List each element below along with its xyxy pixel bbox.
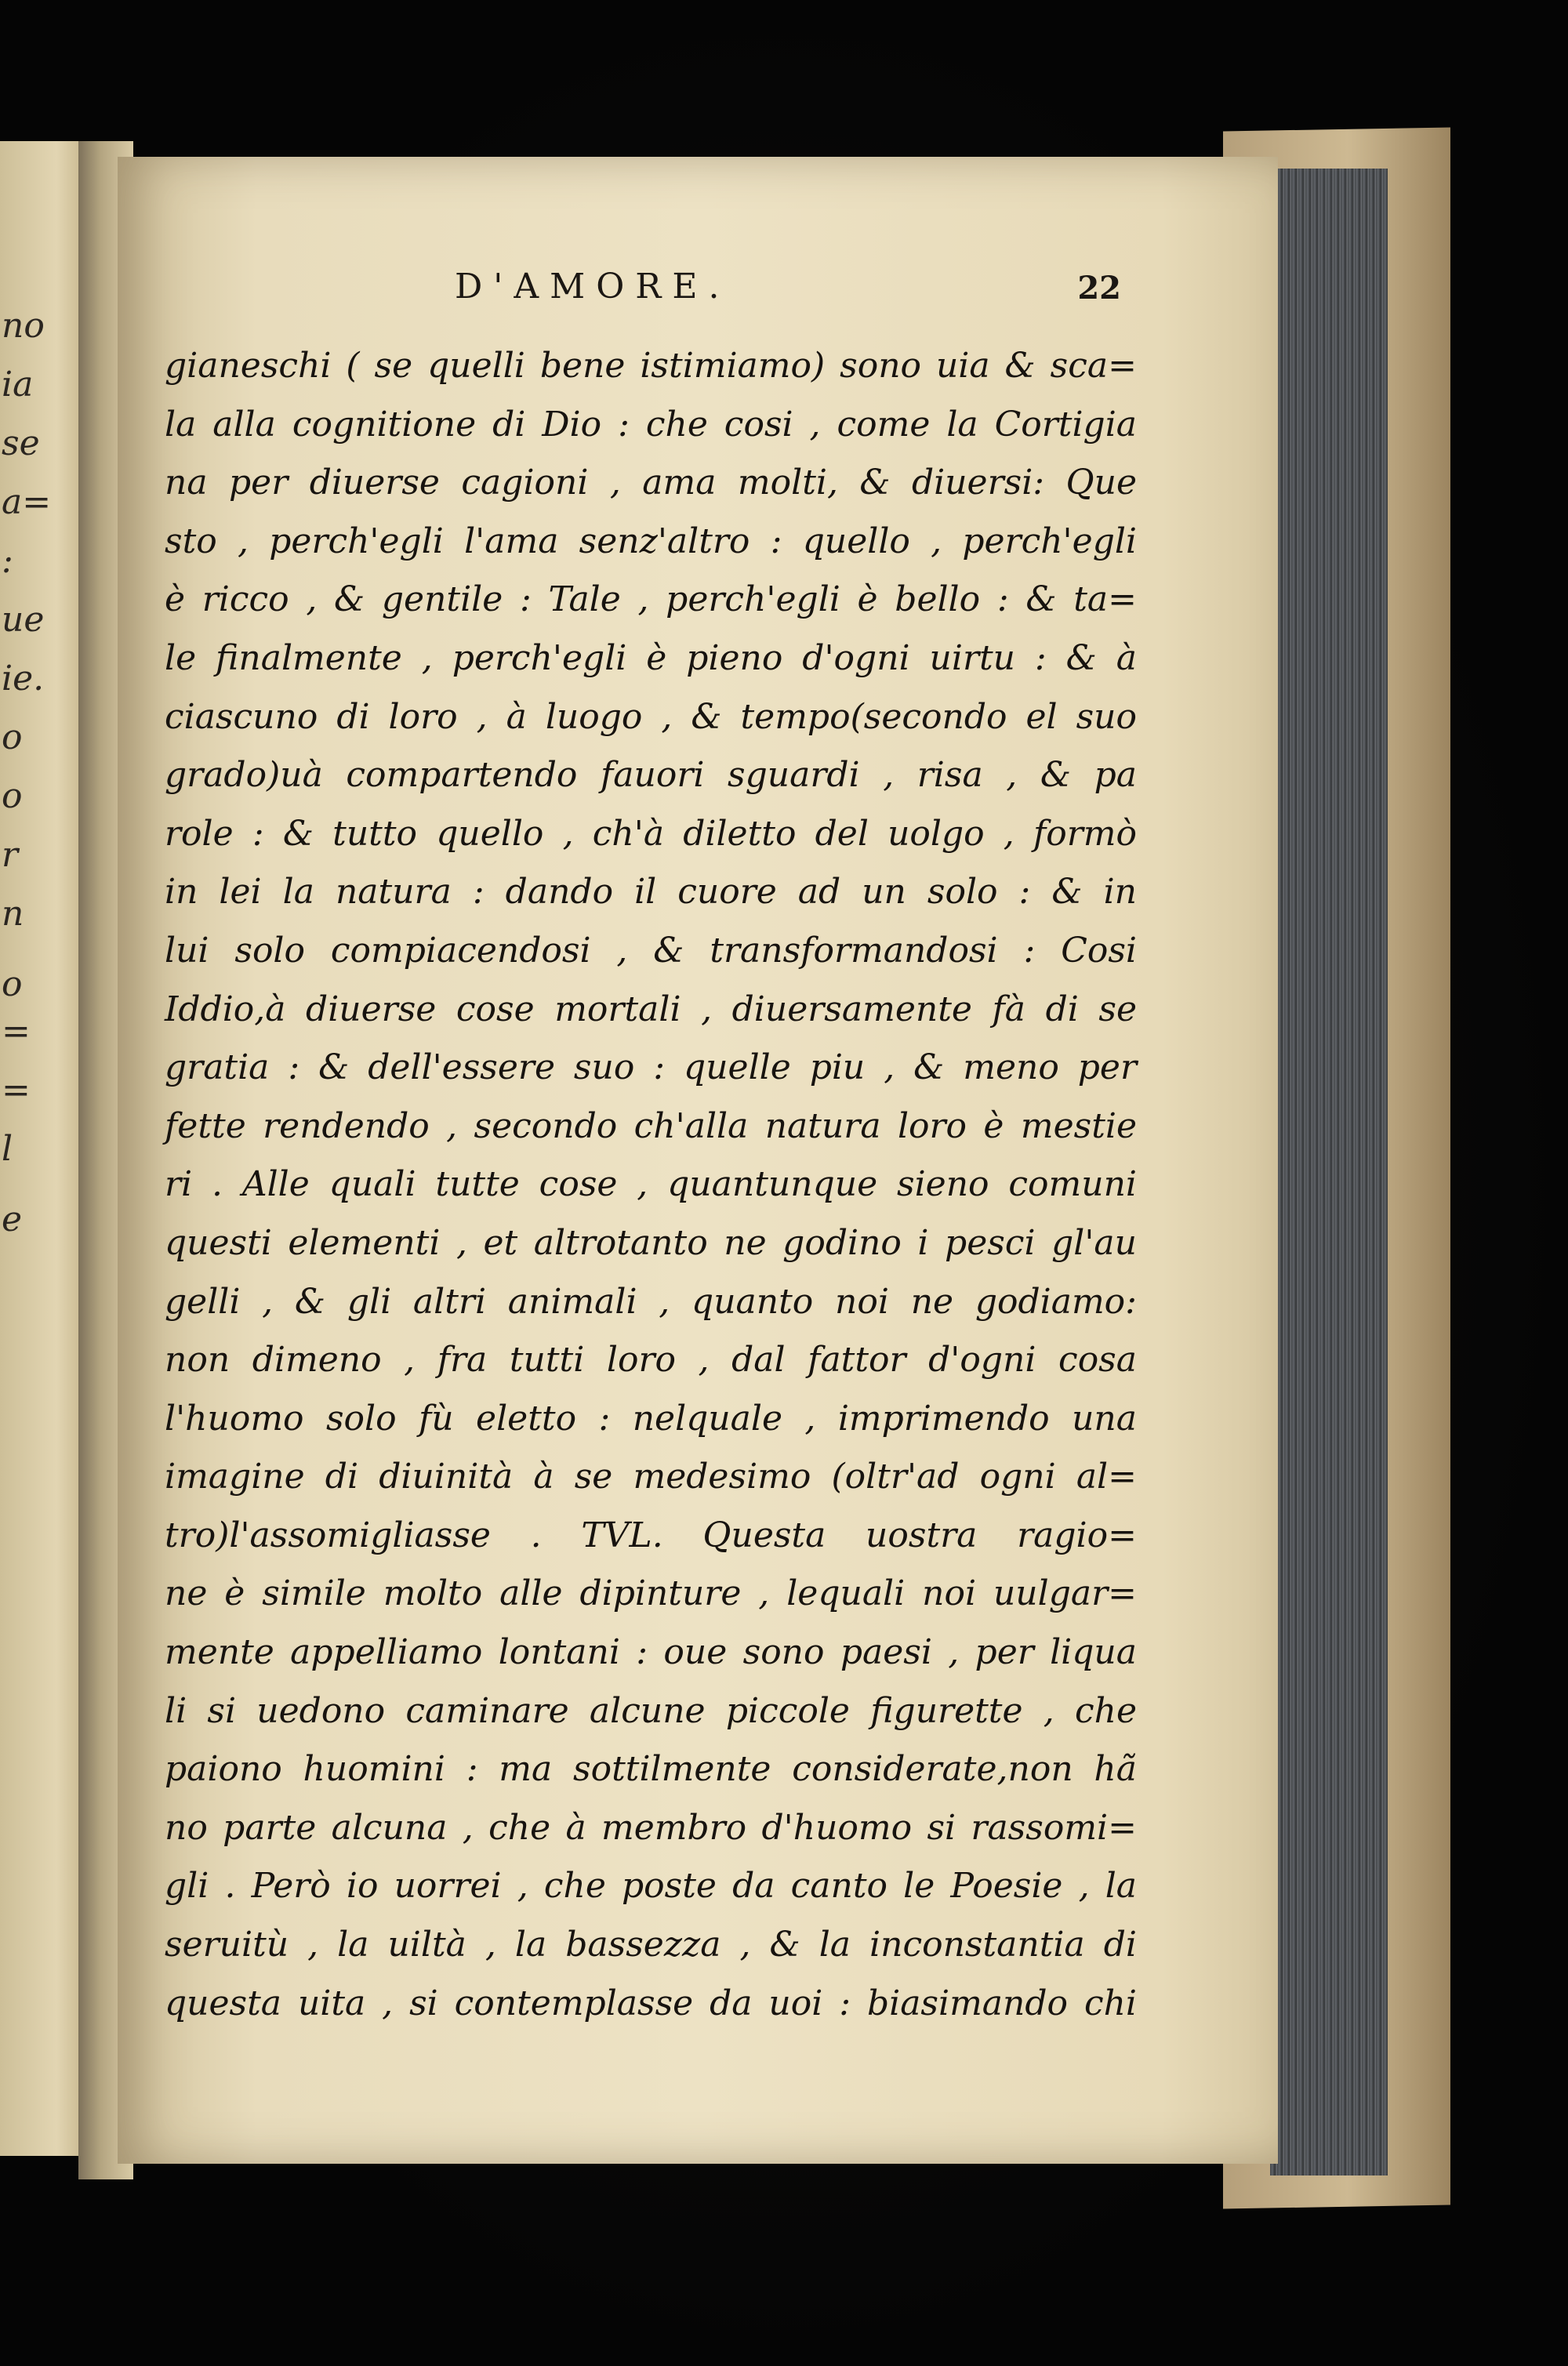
text-line: gelli , & gli altri animali , quanto noi ne godiamo:	[165, 1281, 1137, 1322]
previous-page-fragment: l	[2, 1129, 13, 1169]
previous-page-fragment: r	[2, 835, 19, 875]
text-line: ne è simile molto alle dipinture , lequali noi uulgar=	[165, 1573, 1137, 1614]
previous-page-fragment: a=	[2, 482, 52, 522]
previous-page-fragment: o	[2, 964, 23, 1004]
text-line: grado)uà compartendo fauori sguardi , risa , & pa	[165, 755, 1137, 796]
page-number: 22	[1077, 270, 1121, 307]
previous-page-fragment: n	[2, 894, 24, 934]
text-line: ri . Alle quali tutte cose , quantunque sieno comuni	[165, 1164, 1137, 1205]
previous-page-fragment: se	[2, 423, 40, 463]
text-line: paiono huomini : ma sottilmente considerate,non hã	[165, 1749, 1137, 1790]
previous-page-fragment: o	[2, 776, 23, 816]
previous-page-fragment: ue	[2, 600, 45, 640]
previous-page-fragment: =	[2, 1011, 31, 1051]
text-line: lui solo compiacendosi , & transformandosi : Cosi	[165, 930, 1137, 971]
text-line: Iddio,à diuerse cose mortali , diuersamente fà di se	[165, 989, 1137, 1029]
previous-page-fragment: no	[2, 306, 45, 346]
text-line: mente appelliamo lontani : oue sono paesi , per liqua	[165, 1632, 1137, 1673]
text-line: fette rendendo , secondo ch'alla natura loro è mestie	[165, 1105, 1137, 1146]
text-line: imagine di diuinità à se medesimo (oltr'ad ogni al=	[165, 1457, 1137, 1497]
body-text	[165, 337, 1137, 2033]
book-page	[118, 157, 1278, 2164]
text-line: le finalmente , perch'egli è pieno d'ogni uirtu : & à	[165, 637, 1137, 678]
running-head-title: D'AMORE.	[455, 267, 731, 307]
previous-page-fragment: e	[2, 1199, 23, 1239]
text-line: tro)l'assomigliasse . TVL. Questa uostra ragio=	[165, 1515, 1137, 1555]
text-line: gli . Però io uorrei , che poste da canto le Poesie , la	[165, 1866, 1137, 1907]
text-line: in lei la natura : dando il cuore ad un solo : & in	[165, 872, 1137, 913]
text-line: na per diuerse cagioni , ama molti, & diuersi: Que	[165, 463, 1137, 503]
text-line: seruitù , la uiltà , la bassezza , & la inconstantia di	[165, 1925, 1137, 1965]
page-edges	[1270, 169, 1388, 2175]
previous-page-fragment: =	[2, 1070, 31, 1110]
text-line: è ricco , & gentile : Tale , perch'egli è bello : & ta=	[165, 579, 1137, 620]
previous-page-fragment: ia	[2, 365, 34, 405]
text-line: non dimeno , fra tutti loro , dal fattor d'ogni cosa	[165, 1340, 1137, 1381]
previous-page-fragment: ie.	[2, 659, 45, 699]
text-line: ciascuno di loro , à luogo , & tempo(secondo el suo	[165, 696, 1137, 737]
text-line: la alla cognitione di Dio : che cosi , come la Cortigia	[165, 404, 1137, 445]
previous-page-fragment: o	[2, 717, 23, 757]
text-line: sto , perch'egli l'ama senz'altro : quello , perch'egli	[165, 521, 1137, 561]
text-line: gratia : & dell'essere suo : quelle piu , & meno per	[165, 1047, 1137, 1088]
text-line: no parte alcuna , che à membro d'huomo si rassomi=	[165, 1807, 1137, 1848]
running-head	[337, 267, 1121, 321]
text-line: role : & tutto quello , ch'à diletto del uolgo , formò	[165, 813, 1137, 854]
text-line: gianeschi ( se quelli bene istimiamo) sono uia & sca=	[165, 346, 1137, 386]
text-line: questi elementi , et altrotanto ne godino i pesci gl'au	[165, 1222, 1137, 1263]
text-line: l'huomo solo fù eletto : nelquale , imprimendo una	[165, 1398, 1137, 1439]
previous-page-fragment: :	[2, 541, 13, 581]
text-line: questa uita , si contemplasse da uoi : biasimando chi	[165, 1983, 1137, 2023]
text-line: li si uedono caminare alcune piccole figurette , che	[165, 1690, 1137, 1731]
